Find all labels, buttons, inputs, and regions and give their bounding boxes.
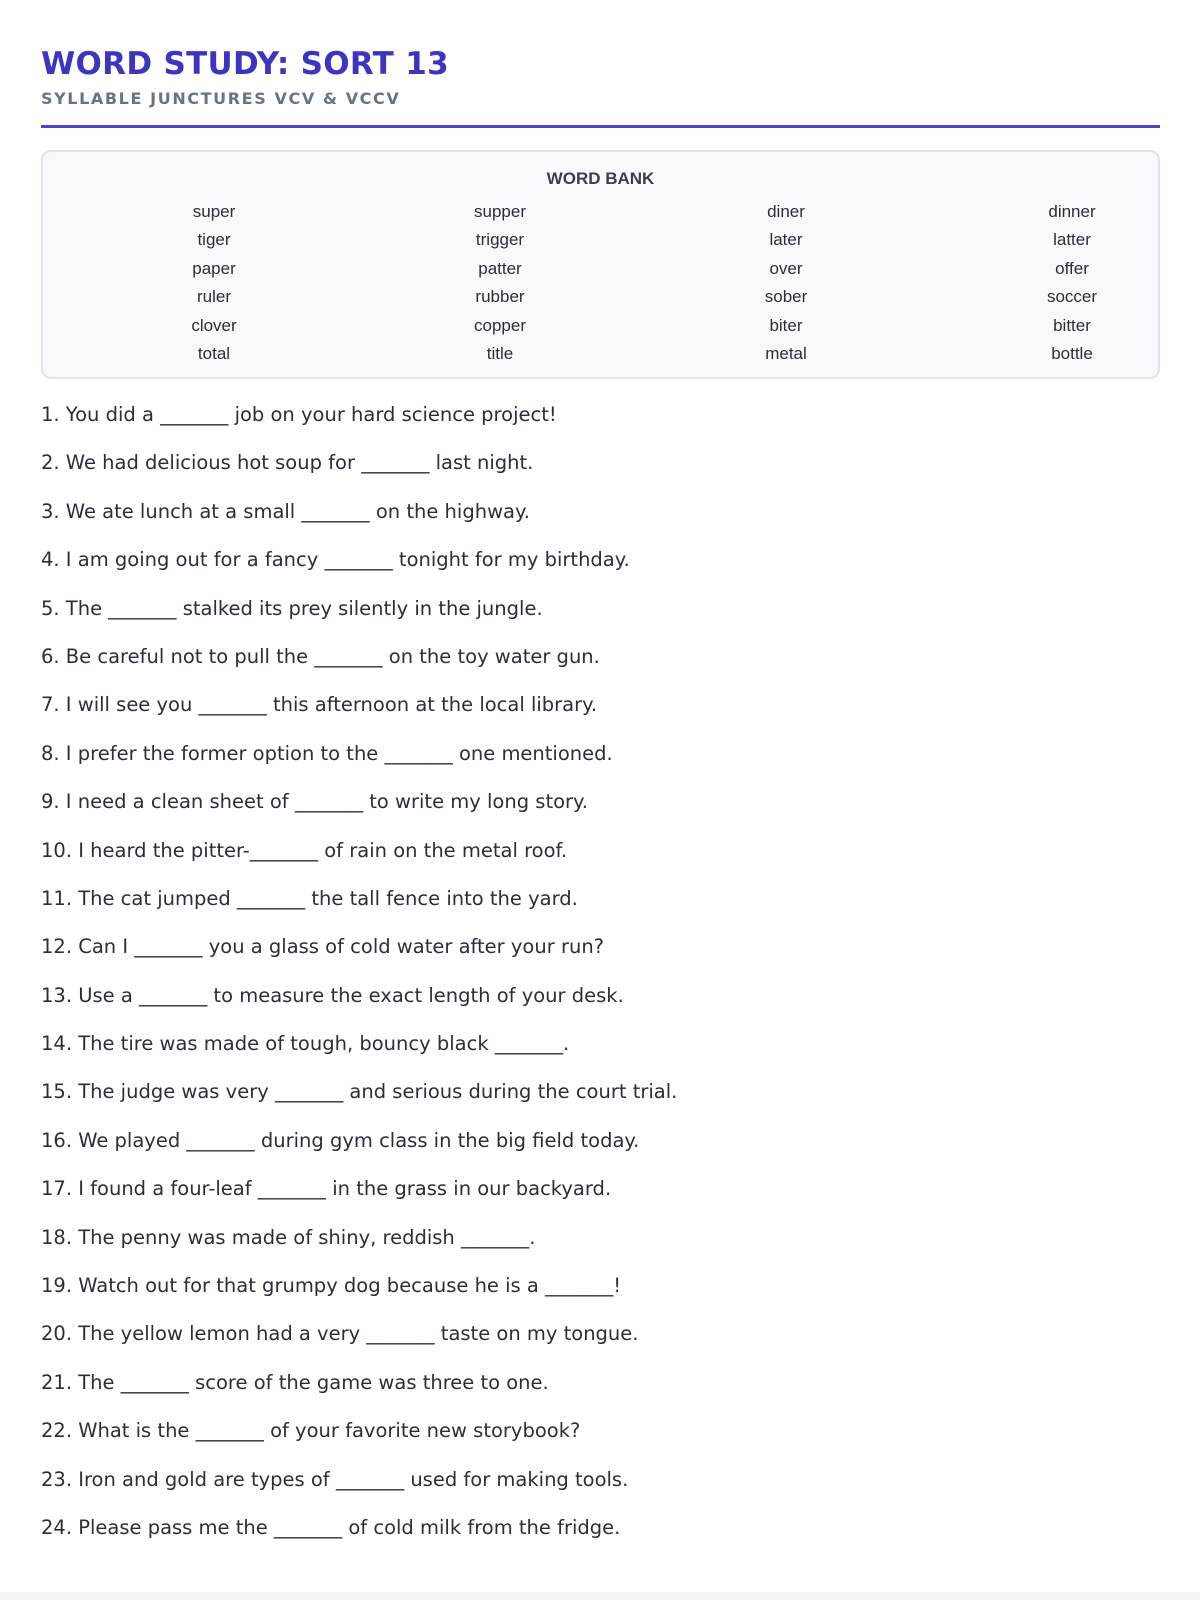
word-bank-word: title: [486, 343, 514, 363]
sentence-item: 9. I need a clean sheet of _______ to write my long story.: [41, 790, 588, 814]
word-bank-column-1: [114, 198, 314, 368]
word-bank-word: copper: [474, 315, 526, 335]
header-divider: [41, 125, 1160, 128]
sentence-item: 1. You did a _______ job on your hard science project!: [41, 403, 557, 426]
word-bank-word: trigger: [475, 230, 525, 250]
sentence-item: 19. Watch out for that grumpy dog because he is a _______!: [41, 1274, 622, 1298]
sentence-item: 22. What is the _______ of your favorite new storybook?: [41, 1419, 581, 1443]
page-subtitle: SYLLABLE JUNCTURES VCV & VCCV: [41, 89, 401, 108]
sentence-item: 2. We had delicious hot soup for _______ last night.: [41, 451, 534, 475]
sentence-item: 7. I will see you _______ this afternoon at the local library.: [41, 693, 598, 717]
word-bank-word: supper: [474, 202, 526, 221]
word-bank-word: tiger: [197, 230, 231, 250]
word-bank-word: later: [769, 230, 803, 250]
sentence-item: 15. The judge was very _______ and serious during the court trial.: [41, 1080, 678, 1104]
sentence-item: 20. The yellow lemon had a very _______ taste on my tongue.: [41, 1322, 639, 1346]
sentence-item: 4. I am going out for a fancy _______ tonight for my birthday.: [41, 548, 630, 572]
sentence-item: 18. The penny was made of shiny, reddish _______.: [41, 1225, 536, 1249]
sentence-list: [41, 400, 1160, 1561]
word-bank-word: bottle: [1051, 343, 1093, 363]
sentence-item: 12. Can I _______ you a glass of cold water after your run?: [41, 935, 605, 959]
sentence-item: 11. The cat jumped _______ the tall fence into the yard.: [41, 886, 578, 910]
word-bank-word: rubber: [475, 287, 525, 307]
sentence-item: 6. Be careful not to pull the _______ on the toy water gun.: [41, 644, 600, 668]
sentence-item: 17. I found a four-leaf _______ in the grass in our backyard.: [41, 1177, 612, 1201]
sentence-item: 13. Use a _______ to measure the exact length of your desk.: [41, 983, 624, 1007]
word-bank-word: ruler: [196, 287, 231, 307]
word-bank-word: bitter: [1053, 315, 1091, 335]
word-bank-word: super: [192, 202, 236, 221]
sentence-item: 5. The _______ stalked its prey silently in the jungle.: [41, 596, 543, 620]
word-bank-word: latter: [1053, 230, 1091, 250]
word-bank-word: over: [769, 258, 803, 278]
word-bank-word: metal: [765, 343, 807, 363]
word-bank-word: dinner: [1048, 202, 1096, 221]
word-bank-column-4: [972, 198, 1172, 368]
word-bank-word: offer: [1055, 258, 1089, 278]
word-bank-word: biter: [769, 315, 803, 335]
word-bank-word: soccer: [1046, 287, 1098, 307]
word-bank-column-2: [400, 198, 600, 368]
word-bank-word: clover: [191, 315, 237, 335]
sentence-item: 16. We played _______ during gym class in the big field today.: [41, 1128, 640, 1152]
sentence-item: 23. Iron and gold are types of _______ used for making tools.: [41, 1467, 629, 1491]
sentence-item: 21. The _______ score of the game was three to one.: [41, 1370, 549, 1394]
word-bank-word: sober: [764, 287, 808, 307]
word-bank-word: paper: [192, 258, 236, 278]
sentence-item: 24. Please pass me the _______ of cold milk from the fridge.: [41, 1515, 621, 1539]
sentence-item: 14. The tire was made of tough, bouncy black _______.: [41, 1032, 570, 1056]
word-bank-word: diner: [767, 202, 805, 221]
sentence-item: 10. I heard the pitter-_______ of rain on the metal roof.: [41, 838, 568, 862]
word-bank-panel: [41, 150, 1160, 379]
word-bank-title: WORD BANK: [546, 169, 655, 188]
page-title: WORD STUDY: SORT 13: [41, 46, 449, 82]
word-bank-word: patter: [478, 258, 522, 278]
word-bank-column-3: [686, 198, 886, 368]
word-bank-word: total: [197, 343, 231, 363]
sentence-item: 8. I prefer the former option to the _______ one mentioned.: [41, 741, 613, 765]
sentence-item: 3. We ate lunch at a small _______ on the highway.: [41, 499, 530, 523]
page-bottom-strip: [0, 1592, 1200, 1600]
